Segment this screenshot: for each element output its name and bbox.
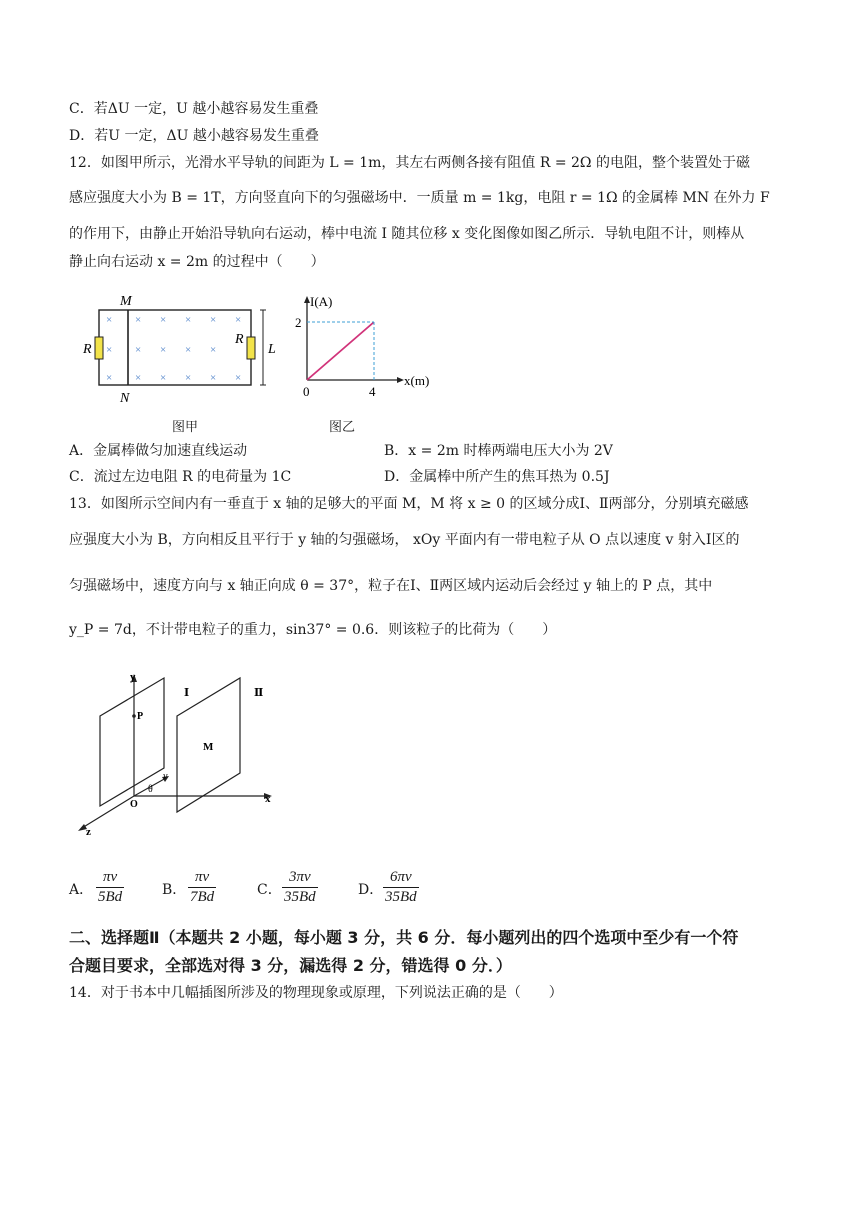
label-M: M — [203, 741, 214, 753]
svg-text:×: × — [106, 372, 113, 384]
fraction-bar — [96, 887, 124, 888]
q12-figure-a-caption: 图甲 — [171, 420, 198, 435]
q13-stem-line-4: y_P = 7d，不计带电粒子的重力，sin37° = 0.6．则该粒子的比荷为（ ） — [69, 622, 557, 638]
x-axis-arrow — [397, 377, 404, 383]
svg-text:×: × — [135, 314, 142, 326]
q13-option-a-fraction — [96, 869, 124, 906]
label-z: z — [86, 826, 91, 838]
q11-option-d: D．若U 一定，ΔU 越小越容易发生重叠 — [69, 128, 319, 144]
q13-stem-line-1: 13．如图所示空间内有一垂直于 x 轴的足够大的平面 M，M 将 x ≥ 0 的区域分成Ⅰ、Ⅱ两部分，分别填充磁感 — [69, 496, 749, 512]
q12-option-c: C．流过左边电阻 R 的电荷量为 1C — [69, 469, 292, 485]
svg-text:×: × — [185, 344, 192, 356]
q13-option-d-fraction — [383, 869, 419, 906]
q13-option-b-letter: B． — [162, 882, 187, 898]
q13-option-d-letter: D． — [358, 882, 384, 898]
q13-stem-line-3: 匀强磁场中，速度方向与 x 轴正向成 θ = 37°，粒子在Ⅰ、Ⅱ两区域内运动后会经过 y 轴上的 P 点，其中 — [69, 578, 713, 594]
q12-stem-line-4: 静止向右运动 x = 2m 的过程中（ ） — [69, 254, 325, 270]
svg-text:×: × — [106, 344, 113, 356]
denominator: 7Bd — [190, 889, 215, 905]
svg-text:×: × — [135, 372, 142, 384]
svg-text:×: × — [210, 344, 217, 356]
q13-option-a-letter: A． — [69, 882, 94, 898]
resistor-left — [95, 337, 103, 359]
numerator: πv — [102, 869, 118, 885]
region-2-label: Ⅱ — [254, 687, 264, 699]
resistor-right — [247, 337, 255, 359]
q12-option-a: A．金属棒做匀加速直线运动 — [69, 443, 248, 459]
svg-text:×: × — [160, 314, 167, 326]
q12-figure-b-caption: 图乙 — [328, 420, 355, 435]
label-v: v — [163, 771, 168, 782]
q12-stem-line-2: 感应强度大小为 B = 1T，方向竖直向下的匀强磁场中．一质量 m = 1kg，电阻 r = 1Ω 的金属棒 MN 在外力 F — [69, 190, 770, 206]
denominator: 5Bd — [98, 889, 123, 905]
point-P — [132, 714, 136, 718]
svg-text:×: × — [185, 372, 192, 384]
q13-option-b-fraction — [188, 869, 216, 906]
label-N: N — [120, 391, 130, 405]
q12-stem-line-1: 12．如图甲所示，光滑水平导轨的间距为 L = 1m，其左右两侧各接有阻值 R = 2Ω 的电阻，整个装置处于磁 — [69, 155, 750, 171]
label-y: y — [130, 671, 136, 683]
section-2-heading-line-2: 合题目要求，全部选对得 3 分，漏选得 2 分，错选得 0 分．） — [69, 956, 512, 975]
svg-text:×: × — [235, 314, 242, 326]
denominator: 35Bd — [385, 889, 417, 905]
svg-text:×: × — [160, 344, 167, 356]
tick-x-4: 4 — [369, 384, 376, 399]
label-L: L — [268, 342, 276, 357]
label-P: P — [137, 711, 144, 722]
q12-figure-a-circuit — [80, 290, 280, 405]
y-axis-label: I(A) — [310, 294, 333, 309]
svg-text:×: × — [235, 372, 242, 384]
svg-text:×: × — [185, 314, 192, 326]
numerator: πv — [194, 869, 210, 885]
svg-text:×: × — [210, 372, 217, 384]
fraction-bar — [282, 887, 318, 888]
origin-label: 0 — [303, 384, 310, 399]
current-line — [307, 322, 374, 380]
label-M: M — [120, 294, 132, 309]
q13-figure-3d — [72, 668, 282, 838]
numerator: 3πv — [288, 869, 311, 885]
label-O: O — [130, 799, 138, 810]
label-theta: θ — [148, 784, 153, 795]
label-x: x — [265, 793, 271, 805]
label-R-left: R — [83, 342, 92, 357]
svg-text:×: × — [135, 344, 142, 356]
q12-figure-b-graph — [292, 290, 432, 400]
tick-y-2: 2 — [295, 315, 302, 330]
svg-text:×: × — [210, 314, 217, 326]
fraction-bar — [383, 887, 419, 888]
fraction-bar — [188, 887, 216, 888]
q12-option-b: B．x = 2m 时棒两端电压大小为 2V — [384, 443, 613, 459]
q11-option-c: C．若ΔU 一定，U 越小越容易发生重叠 — [69, 101, 319, 117]
svg-text:×: × — [160, 372, 167, 384]
plane-yz — [100, 678, 164, 806]
q13-option-c-fraction — [282, 869, 318, 906]
q13-stem-line-2: 应强度大小为 B，方向相反且平行于 y 轴的匀强磁场， xOy 平面内有一带电粒子从 O 点以速度 v 射入Ⅰ区的 — [69, 532, 740, 548]
numerator: 6πv — [389, 869, 412, 885]
region-1-label: Ⅰ — [184, 687, 190, 699]
q13-option-c-letter: C． — [257, 882, 282, 898]
label-R-right: R — [235, 332, 244, 347]
q12-option-d: D．金属棒中所产生的焦耳热为 0.5J — [384, 469, 610, 485]
rail-frame — [99, 310, 251, 385]
x-axis-label: x(m) — [404, 373, 430, 388]
q14-stem-line-1: 14．对于书本中几幅插图所涉及的物理现象或原理，下列说法正确的是（ ） — [69, 985, 563, 1001]
q12-stem-line-3: 的作用下，由静止开始沿导轨向右运动，棒中电流 I 随其位移 x 变化图像如图乙所示．导轨电阻不计，则棒从 — [69, 226, 745, 242]
svg-text:×: × — [106, 314, 113, 326]
section-2-heading-line-1: 二、选择题Ⅱ（本题共 2 小题，每小题 3 分，共 6 分．每小题列出的四个选项中至少有一个符 — [69, 928, 739, 947]
denominator: 35Bd — [284, 889, 316, 905]
magnetic-field-crosses — [106, 314, 241, 384]
